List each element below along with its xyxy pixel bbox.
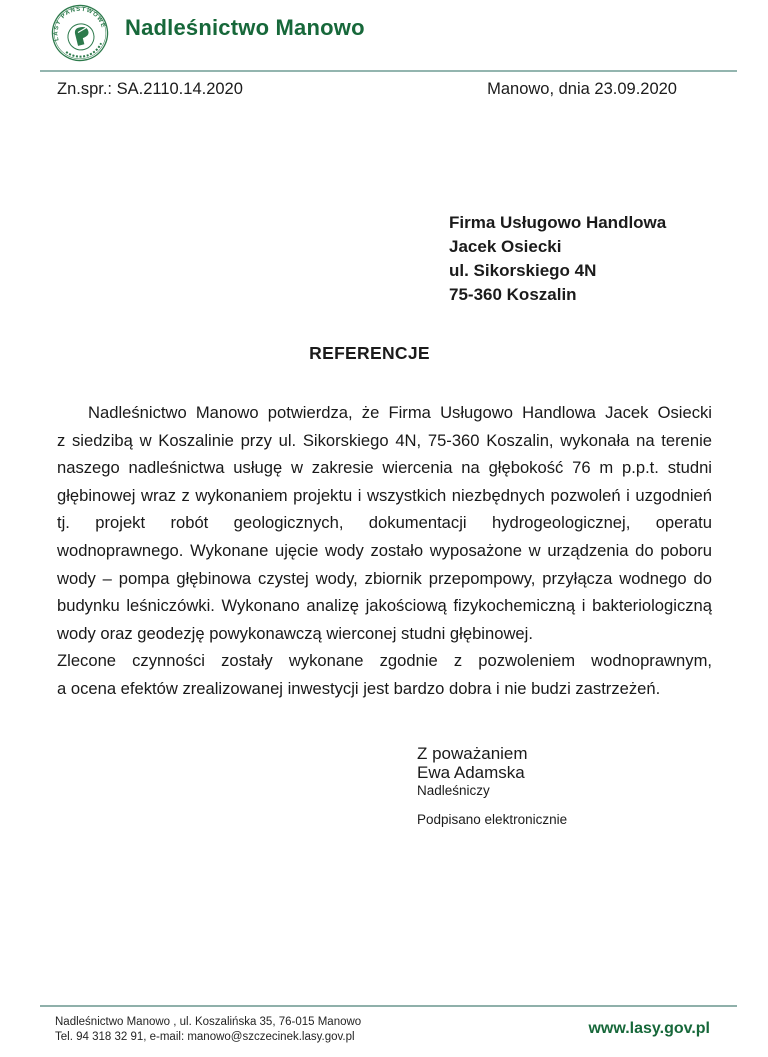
recipient-line: Jacek Osiecki xyxy=(449,237,562,256)
footer-website: www.lasy.gov.pl xyxy=(588,1020,710,1037)
footer-divider xyxy=(40,1005,737,1007)
recipient-line: ul. Sikorskiego 4N xyxy=(449,261,597,280)
svg-text:LASY PAŃSTWOWE: LASY PAŃSTWOWE xyxy=(53,6,107,42)
signer-role: Nadleśniczy xyxy=(417,783,490,798)
closing-phrase: Z poważaniem xyxy=(417,744,528,763)
body-line: budynku leśniczówki. Wykonano analizę jakościową fizykochemiczną i bakteriologiczną xyxy=(57,596,712,616)
body-line: Nadleśnictwo Manowo potwierdza, że Firma Usługowo Handlowa Jacek Osiecki xyxy=(88,403,712,422)
body-line: tj. projekt robót geologicznych, dokumentacji hydrogeologicznej, operatu xyxy=(57,513,712,533)
electronic-signature-note: Podpisano elektronicznie xyxy=(417,812,568,827)
footer-phone-email: Tel. 94 318 32 91, e-mail: manowo@szczecinek.lasy.gov.pl xyxy=(55,1031,355,1043)
recipient-line: Firma Usługowo Handlowa xyxy=(449,213,667,232)
footer-address: Nadleśnictwo Manowo , ul. Koszalińska 35, 76-015 Manowo xyxy=(55,1016,362,1028)
org-name: Nadleśnictwo Manowo xyxy=(125,15,365,40)
signer-name: Ewa Adamska xyxy=(417,763,525,782)
footer-contact-block xyxy=(55,1015,361,1045)
case-number: Zn.spr.: SA.2110.14.2020 xyxy=(57,80,243,98)
forest-seal-icon xyxy=(47,2,113,64)
body-line: naszego nadleśnictwa usługę w zakresie wiercenia na głębokość 76 m p.p.t. studni xyxy=(57,458,712,478)
document-title: REFERENCJE xyxy=(309,343,430,363)
signature-block xyxy=(417,744,567,827)
body-line: Zlecone czynności zostały wykonane zgodnie z pozwoleniem wodnoprawnym, xyxy=(57,651,712,671)
body-line: a ocena efektów zrealizowanej inwestycji jest bardzo dobra i nie budzi zastrzeżeń. xyxy=(57,678,661,698)
recipient-address-block xyxy=(449,211,666,307)
body-line: wody – pompa głębinowa czystej wody, zbiornik przepompowy, przyłącza wodnego do xyxy=(57,568,712,588)
body-line: głębinowej wraz z wykonaniem projektu i wszystkich niezbędnych pozwoleń i uzgodnień xyxy=(57,485,712,505)
lasy-panstwowe-logo xyxy=(47,2,113,64)
body-line: z siedzibą w Koszalinie przy ul. Sikorskiego 4N, 75-360 Koszalin, wykonała na terenie xyxy=(57,430,712,450)
body-line: wodnoprawnego. Wykonane ujęcie wody zostało wyposażone w urządzenia do poboru xyxy=(57,540,712,560)
recipient-line: 75-360 Koszalin xyxy=(449,285,577,304)
place-and-date: Manowo, dnia 23.09.2020 xyxy=(487,80,677,98)
letter-body xyxy=(57,399,712,703)
body-line: wody oraz geodezję powykonawczą wierconej studni głębinowej. xyxy=(57,623,533,643)
header-divider xyxy=(40,70,737,72)
